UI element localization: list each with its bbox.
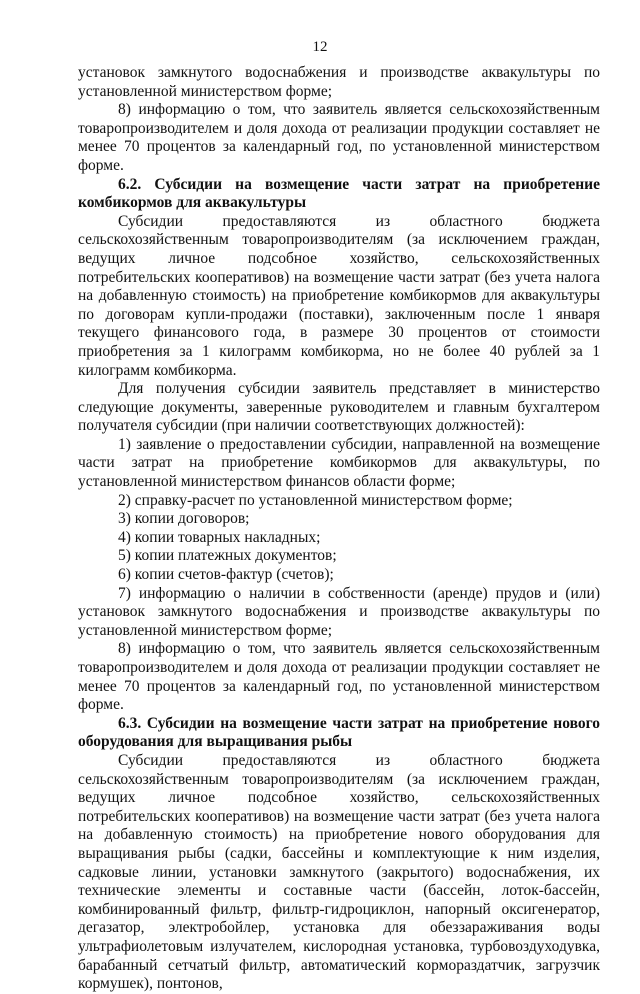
paragraph: установок замкнутого водоснабжения и производстве аквакультуры по установленной министерством форме; [78,64,600,100]
document-body [78,64,600,994]
paragraph: 3) копии договоров; [118,510,250,528]
page-number: 12 [312,39,328,55]
paragraph: 4) копии товарных накладных; [118,528,321,546]
section-heading: 6.2. Субсидии на возмещение части затрат на приобретение комбикормов для аквакультуры [78,175,600,212]
paragraph: 6) копии счетов-фактур (счетов); [118,566,334,584]
paragraph: 8) информацию о том, что заявитель является сельскохозяйственным товаропроизводителем и доля дохода от реализации продукции составляет не менее 70 процентов за календарный год, по установленной министерством форме. [78,101,600,174]
paragraph: 7) информацию о наличии в собственности (аренде) прудов и (или) установок замкнутого водоснабжения и производстве аквакультуры по установленной министерством форме; [78,584,600,639]
paragraph: 1) заявление о предоставлении субсидии, направленной на возмещение части затрат на приобретение комбикормов для аквакультуры, по установленной министерством финансов области форме; [78,435,600,491]
paragraph: Субсидии предоставляются из областного бюджета сельскохозяйственным товаропроизводителям (за исключением граждан, ведущих личное подсобное хозяйство, сельскохозяйственных потребительских кооперативов) на возмещение части затрат (без учета налога на добавленную стоимость) на приобретение нового оборудования для выращивания рыбы (садки, бассейны и комплектующие к ним изделия, садковые линии, установки замкнутого (закрытого) водоснабжения, их технические элементы и составные части (бассейн, лоток-бассейн, комбинированный фильтр, фильтр-гидроциклон, напорный оксигенератор, дегазатор, электробойлер, установка для обеззараживания воды ультрафиолетовым излучателем, кислородная установка, турбовоздуходувка, барабанный сетчатый фильтр, автоматический кормораздатчик, загрузчик кормушек), понтонов, [78,751,600,993]
paragraph: Субсидии предоставляются из областного бюджета сельскохозяйственным товаропроизводителям (за исключением граждан, ведущих личное подсобное хозяйство, сельскохозяйственных потребительских кооперативов) на возмещение части затрат (без учета налога на добавленную стоимость) на приобретение комбикормов для аквакультуры по договорам купли-продажи (поставки), заключенным после 1 января текущего финансового года, в размере 30 процентов от стоимости приобретения за 1 килограмм комбикорма, но не более 40 рублей за 1 килограмм комбикорма. [78,212,600,379]
paragraph: 2) справку-расчет по установленной министерством форме; [118,491,513,509]
paragraph: 5) копии платежных документов; [118,547,337,565]
section-heading: 6.3. Субсидии на возмещение части затрат на приобретение нового оборудования для выращивания рыбы [78,714,600,751]
paragraph: 8) информацию о том, что заявитель является сельскохозяйственным товаропроизводителем и доля дохода от реализации продукции составляет не менее 70 процентов за календарный год, по установленной министерством форме. [78,640,600,714]
paragraph: Для получения субсидии заявитель представляет в министерство следующие документы, заверенные руководителем и главным бухгалтером получателя субсидии (при наличии соответствующих должностей): [78,380,600,435]
